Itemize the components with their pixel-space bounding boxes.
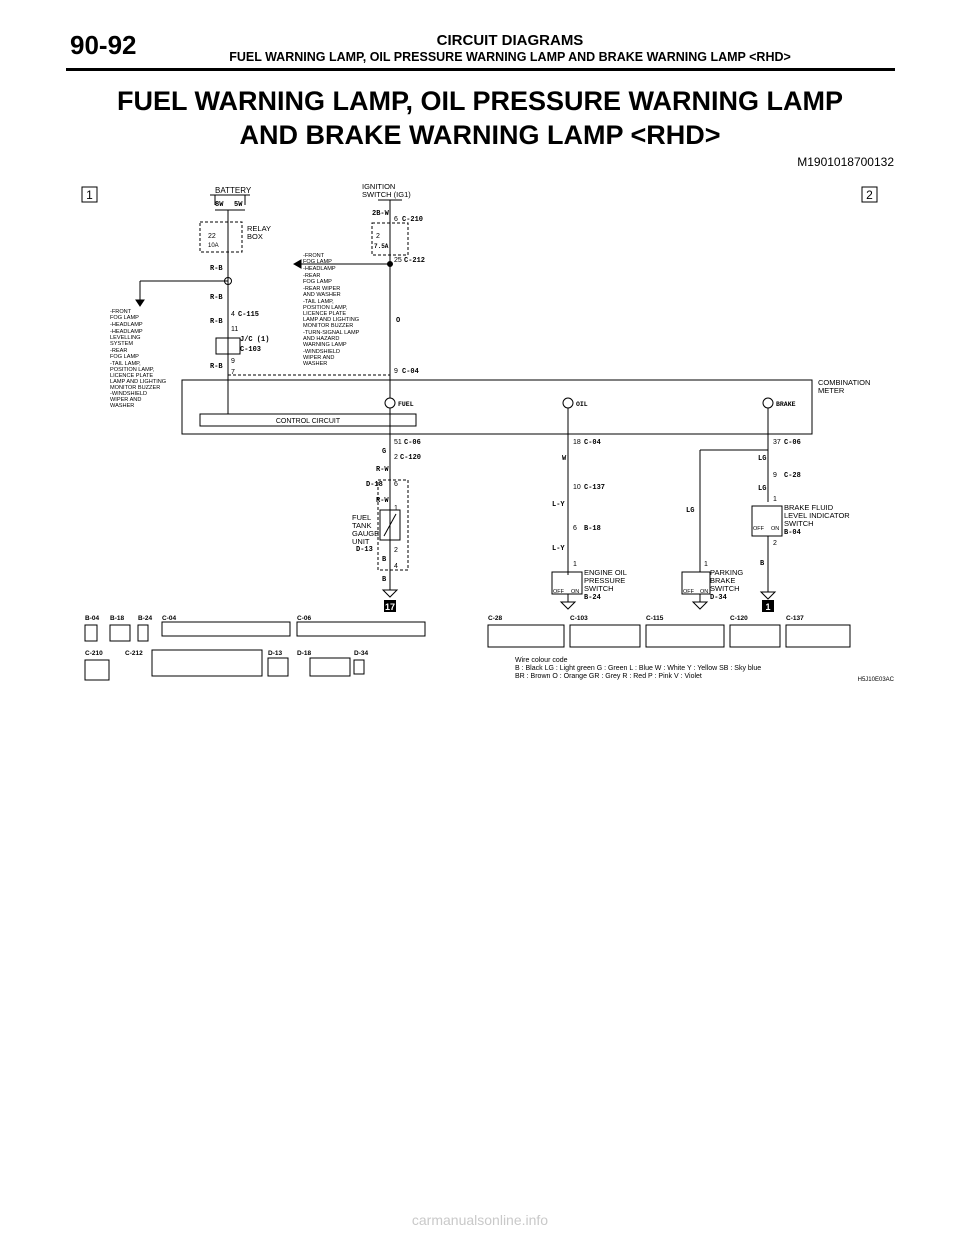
svg-text:B-24: B-24: [138, 615, 153, 622]
svg-text:D-34: D-34: [354, 650, 369, 657]
right-notes: [303, 253, 360, 367]
pin-51: 51: [394, 439, 402, 446]
pin-7: 7: [231, 369, 235, 376]
svg-text:FOG LAMP: FOG LAMP: [110, 354, 139, 360]
pin-2c: 2: [773, 540, 777, 547]
sheet-marker-1: 1: [86, 188, 93, 202]
wire-lg-3: LG: [686, 507, 695, 515]
fuse-left-rating: 10A: [208, 243, 219, 249]
svg-text:-WINDSHIELD: -WINDSHIELD: [110, 391, 147, 397]
svg-text:C-210: C-210: [85, 650, 103, 657]
connector-b-04-brake: B-04: [784, 529, 801, 537]
svg-text:LAMP AND LIGHTING: LAMP AND LIGHTING: [110, 379, 167, 385]
figure-code: H5J10E03AC: [857, 677, 894, 683]
svg-text:FOG LAMP: FOG LAMP: [303, 259, 332, 265]
lamp-fuel-label: FUEL: [398, 401, 414, 408]
pin-4: 4: [231, 311, 235, 318]
wire-b-1: B: [382, 556, 387, 564]
pin-9c: 9: [773, 472, 777, 479]
parking-switch-label-2: BRAKE: [710, 576, 736, 585]
connector-c-120: C-120: [400, 454, 422, 462]
oil-lamp-symbol: [563, 398, 573, 408]
svg-text:LEVELLING: LEVELLING: [110, 335, 141, 341]
svg-text:C-103: C-103: [570, 615, 588, 622]
ground-symbol: [693, 602, 707, 609]
connector-c-210: C-210: [402, 216, 424, 224]
parking-switch-label-3: SWITCH: [710, 584, 740, 593]
brake-lamp-symbol: [763, 398, 773, 408]
brake-fluid-off: OFF: [753, 526, 764, 532]
wire-o: O: [396, 317, 401, 325]
svg-text:-HEADLAMP: -HEADLAMP: [110, 322, 143, 328]
ignition-label-1: IGNITION: [362, 182, 396, 191]
connector-d-18-fuel: D-18: [366, 481, 383, 489]
connector-c-04-oil: C-04: [584, 439, 601, 447]
pin-1a: 1: [394, 505, 398, 512]
svg-text:MONITOR BUZZER: MONITOR BUZZER: [110, 385, 161, 391]
control-circuit-label: CONTROL CIRCUIT: [275, 418, 341, 425]
svg-text:WIPER AND: WIPER AND: [303, 355, 335, 361]
connector-b-18-oil: B-18: [584, 525, 601, 533]
pin-4b: 4: [394, 563, 398, 570]
lamp-brake-label: BRAKE: [776, 401, 796, 408]
wire-lg-1: LG: [758, 455, 767, 463]
oil-switch-on: ON: [571, 589, 580, 595]
wire-rb-3: R-B: [210, 318, 223, 326]
pin-10: 10: [573, 484, 581, 491]
connector-d-13-fuel: D-13: [356, 546, 373, 554]
document-id: M1901018700132: [797, 155, 894, 169]
page-title-line2: AND BRAKE WARNING LAMP <RHD>: [239, 120, 721, 150]
relay-box-label-2: BOX: [247, 232, 263, 241]
svg-text:FOG LAMP: FOG LAMP: [303, 279, 332, 285]
connector-c-103: C-103: [240, 346, 262, 354]
wire-ly-2: L-Y: [552, 545, 565, 553]
sheet-marker-2: 2: [866, 188, 873, 202]
svg-text:POSITION LAMP,: POSITION LAMP,: [303, 305, 348, 311]
svg-text:-HEADLAMP: -HEADLAMP: [110, 329, 143, 335]
connector-jc1: J/C (1): [240, 336, 270, 344]
fuel-unit-label-3: GAUGE: [352, 529, 380, 538]
ground-symbol: [383, 590, 397, 597]
svg-text:FOG LAMP: FOG LAMP: [110, 315, 139, 321]
pin-1c: 1: [773, 496, 777, 503]
svg-text:AND WASHER: AND WASHER: [303, 292, 341, 298]
pin-1b: 1: [573, 561, 577, 568]
pin-9a: 9: [231, 358, 235, 365]
connector-d-34-brake: D-34: [710, 594, 727, 602]
brake-fluid-label-1: BRAKE FLUID: [784, 503, 834, 512]
oil-switch-label-1: ENGINE OIL: [584, 568, 627, 577]
wire-code-line2: BR : Brown O : Orange GR : Grey R : Red P : Pink V : Violet: [515, 673, 702, 680]
footer-watermark: carmanualsonline.info: [411, 1212, 549, 1228]
fuse-right-rating: 7.5A: [374, 243, 389, 250]
brake-fluid-label-3: SWITCH: [784, 519, 814, 528]
ignition-label-2: SWITCH (IG1): [362, 190, 411, 199]
wire-b-3: B: [760, 560, 765, 568]
connector-c-06-brake: C-06: [784, 439, 801, 447]
brake-fluid-label-2: LEVEL INDICATOR: [784, 511, 850, 520]
wire-b-2: B: [382, 576, 387, 584]
svg-text:-TURN-SIGNAL LAMP: -TURN-SIGNAL LAMP: [303, 330, 360, 336]
pin-2a: 2: [394, 454, 398, 461]
wire-lg-2: LG: [758, 485, 767, 493]
svg-text:MONITOR BUZZER: MONITOR BUZZER: [303, 323, 354, 329]
wire-rb-4: R-B: [210, 363, 223, 371]
pin-25: 25: [394, 257, 402, 264]
ground-mark-1-label: 1: [765, 602, 771, 612]
connector-c-06-fuel: C-06: [404, 439, 421, 447]
section-subtitle: FUEL WARNING LAMP, OIL PRESSURE WARNING LAMP AND BRAKE WARNING LAMP <RHD>: [229, 50, 791, 64]
svg-text:POSITION LAMP,: POSITION LAMP,: [110, 367, 155, 373]
page-title-line1: FUEL WARNING LAMP, OIL PRESSURE WARNING LAMP: [116, 86, 844, 116]
wire-2b-w: 2B-W: [372, 210, 389, 218]
brake-fluid-on: ON: [771, 526, 780, 532]
pin-18: 18: [573, 439, 581, 446]
connector-c-28: C-28: [784, 472, 801, 480]
wire-rb-2: R-B: [210, 294, 223, 302]
svg-text:C-28: C-28: [488, 615, 503, 622]
svg-text:B-18: B-18: [110, 615, 125, 622]
connector-c-212: C-212: [404, 257, 426, 265]
ground-symbol: [761, 592, 775, 599]
svg-text:WIPER AND: WIPER AND: [110, 397, 142, 403]
svg-text:LICENCE PLATE: LICENCE PLATE: [303, 311, 347, 317]
left-notes: [110, 309, 166, 409]
svg-text:-FRONT: -FRONT: [303, 253, 325, 259]
svg-text:SYSTEM: SYSTEM: [110, 341, 134, 347]
meter-label-2: METER: [818, 386, 845, 395]
relay-box-label-1: RELAY: [247, 224, 272, 233]
svg-text:C-137: C-137: [786, 615, 804, 622]
pin-11: 11: [231, 326, 239, 333]
page-number: 90-92: [70, 30, 137, 60]
wire-ly-1: L-Y: [552, 501, 565, 509]
svg-text:WARNING LAMP: WARNING LAMP: [303, 342, 347, 348]
svg-text:WASHER: WASHER: [303, 361, 328, 367]
svg-text:AND HAZARD: AND HAZARD: [303, 336, 340, 342]
ground-symbol: [561, 602, 575, 609]
svg-text:D-13: D-13: [268, 650, 283, 657]
pin-2b: 2: [394, 547, 398, 554]
svg-text:C-212: C-212: [125, 650, 143, 657]
pin-6c: 6: [573, 525, 577, 532]
wire-rw-1: R-W: [376, 466, 389, 474]
pin-6a: 6: [394, 216, 398, 223]
svg-text:-HEADLAMP: -HEADLAMP: [303, 266, 336, 272]
svg-text:-REAR WIPER: -REAR WIPER: [303, 286, 341, 292]
svg-text:-REAR: -REAR: [303, 273, 321, 279]
oil-switch-label-3: SWITCH: [584, 584, 614, 593]
connector-c-04-top: C-04: [402, 368, 419, 376]
section-title: CIRCUIT DIAGRAMS: [436, 32, 584, 49]
oil-switch-off: OFF: [553, 589, 564, 595]
svg-text:C-06: C-06: [297, 615, 312, 622]
wire-rb-1: R-B: [210, 265, 223, 273]
wire-w: W: [562, 455, 567, 463]
wire-code-line1: B : Black LG : Light green G : Green L : Blue W : White Y : Yellow SB : Sky blue: [515, 665, 762, 672]
parking-switch-label-1: PARKING: [710, 568, 744, 577]
relay-box-outline: [200, 222, 242, 252]
svg-text:LICENCE PLATE: LICENCE PLATE: [110, 373, 154, 379]
fuel-unit-label-4: UNIT: [352, 537, 370, 546]
lamp-oil-label: OIL: [576, 401, 588, 408]
meter-label-1: COMBINATION: [818, 378, 871, 387]
svg-text:B-04: B-04: [85, 615, 100, 622]
pin-1d: 1: [704, 561, 708, 568]
svg-text:-FRONT: -FRONT: [110, 309, 132, 315]
pin-37: 37: [773, 439, 781, 446]
svg-text:WASHER: WASHER: [110, 403, 135, 409]
svg-text:LAMP AND LIGHTING: LAMP AND LIGHTING: [303, 317, 360, 323]
fuel-unit-label-1: FUEL: [352, 513, 372, 522]
svg-text:-TAIL LAMP,: -TAIL LAMP,: [303, 299, 334, 305]
oil-switch-label-2: PRESSURE: [584, 576, 626, 585]
svg-text:C-04: C-04: [162, 615, 177, 622]
svg-text:-TAIL LAMP,: -TAIL LAMP,: [110, 361, 141, 367]
svg-text:-WINDSHIELD: -WINDSHIELD: [303, 349, 340, 355]
wire-rw-2: R-W: [376, 497, 389, 505]
svg-text:C-120: C-120: [730, 615, 748, 622]
pin-9b: 9: [394, 368, 398, 375]
fuse-left-no: 22: [208, 233, 216, 240]
connector-c-115: C-115: [238, 311, 260, 319]
connector-b-24-oil: B-24: [584, 594, 601, 602]
svg-text:-REAR: -REAR: [110, 348, 128, 354]
wire-g: G: [382, 448, 387, 456]
battery-wire-5w: 5W: [234, 201, 243, 209]
parking-switch-off: OFF: [683, 589, 694, 595]
battery-label: BATTERY: [215, 186, 252, 195]
svg-text:D-18: D-18: [297, 650, 312, 657]
ground-mark-17-label: 17: [384, 602, 396, 612]
pin-6b: 6: [394, 481, 398, 488]
connector-c-137: C-137: [584, 484, 606, 492]
wire-code-title: Wire colour code: [515, 657, 568, 664]
fuel-unit-label-2: TANK: [352, 521, 372, 530]
fuse-right-no: 2: [376, 233, 380, 240]
svg-text:C-115: C-115: [646, 615, 664, 622]
battery-wire-8w: 8W: [215, 201, 224, 209]
fuel-lamp-symbol: [385, 398, 395, 408]
parking-switch-on: ON: [700, 589, 709, 595]
